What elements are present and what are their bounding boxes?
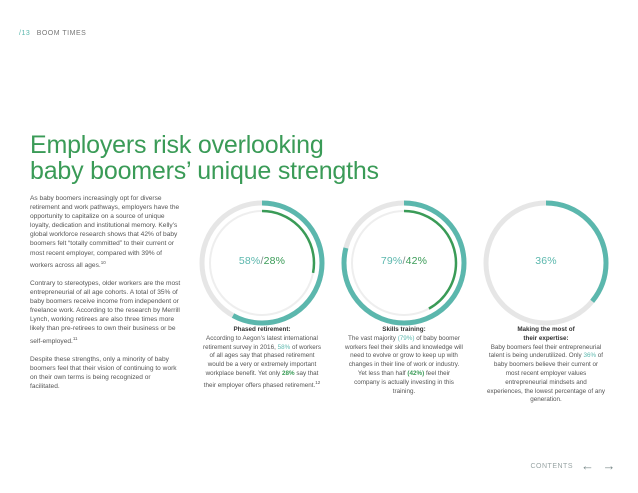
prev-page-arrow-icon[interactable]: ← — [581, 458, 595, 473]
caption-1-heading: Phased retirement: — [233, 326, 291, 333]
caption-3-highlight-36: 36% — [583, 352, 597, 360]
next-page-arrow-icon[interactable]: → — [602, 458, 616, 473]
ring-1-label-sep: / — [260, 255, 264, 267]
ring-2-label-inner: 42% — [405, 255, 428, 267]
ring-2-label-sep: / — [402, 255, 406, 267]
caption-expertise: Making the most of their expertise: Baby boomers feel their entrepreneurial talent is being underutilized. Only 36% of baby boomers believe their current or most recent employer values entrepreneurial mindsets and experiences, the lowest percentage of any generation. — [487, 326, 605, 404]
page-number: /13 — [19, 30, 31, 37]
paragraph-loyalty: As baby boomers increasingly opt for diverse retirement and work pathways, employers have the opportunity to capitalize on a source of unique loyalty, dedication and institutional memory. Kelly’s global workforce research shows that 42% of baby boomers felt “totally committed” to their current or most recent employer, compared with 39% of workers across all ages.$^{10}$ — [30, 195, 180, 269]
caption-phased-retirement: Phased retirement: According to Aegon’s latest international retirement survey in 2016, 58% of workers of all ages say that phased retirement would be a very or extremely important workplace benefit. Yet only 28% say that their employer offers phased retirement.$^{12}$ — [203, 326, 321, 389]
ring-1-label-inner: 28% — [263, 255, 286, 267]
footnote-ref-11: 11 — [72, 335, 78, 341]
ring-1-label-outer: 58% — [238, 255, 261, 267]
title-line-2: baby boomers’ unique strengths — [30, 157, 379, 185]
caption-skills-training: Skills training: The vast majority (79%) of baby boomer workers feel their skills and knowledge will need to evolve or grow to keep up with changes in their line of work or industry. Yet less than half (42%) feel their company is actually investing in this training. — [345, 326, 463, 395]
footnote-ref-12: 12 — [315, 379, 321, 385]
ring-3-label — [496, 255, 596, 267]
caption-1-highlight-28: 28% — [281, 369, 295, 377]
footnote-ref-10: 10 — [100, 259, 106, 265]
section-name: BOOM TIMES — [36, 30, 87, 37]
contents-link[interactable]: CONTENTS — [530, 462, 573, 470]
caption-2-heading: Skills training: — [382, 326, 426, 333]
caption-2-highlight-42: (42%) — [407, 369, 425, 377]
ring-2-label — [354, 255, 454, 267]
page-footer — [530, 458, 617, 473]
ring-2-label-outer: 79% — [380, 255, 403, 267]
title-line-1: Employers risk overlooking — [30, 131, 324, 159]
paragraph-minority: Despite these strengths, only a minority of baby boomers feel that their vision of continuing to work on their own terms is being recognized or facilitated. — [30, 355, 177, 391]
ring-3-label-outer: 36% — [535, 255, 557, 267]
ring-1-label — [212, 255, 312, 267]
caption-2-highlight-79: (79%) — [397, 334, 415, 342]
paragraph-entrepreneurial: Contrary to stereotypes, older workers are the most entrepreneurial of all age cohorts. A total of 35% of baby boomers receive income from independent or freelance work. According to the research by Merrill Lynch, working retirees are also three times more likely than pre-retirees to own their business or be self-employed.$^{11}$ — [30, 279, 181, 345]
caption-3-heading: Making the most of their expertise: — [517, 326, 575, 342]
caption-1-highlight-58: 58% — [277, 343, 291, 351]
